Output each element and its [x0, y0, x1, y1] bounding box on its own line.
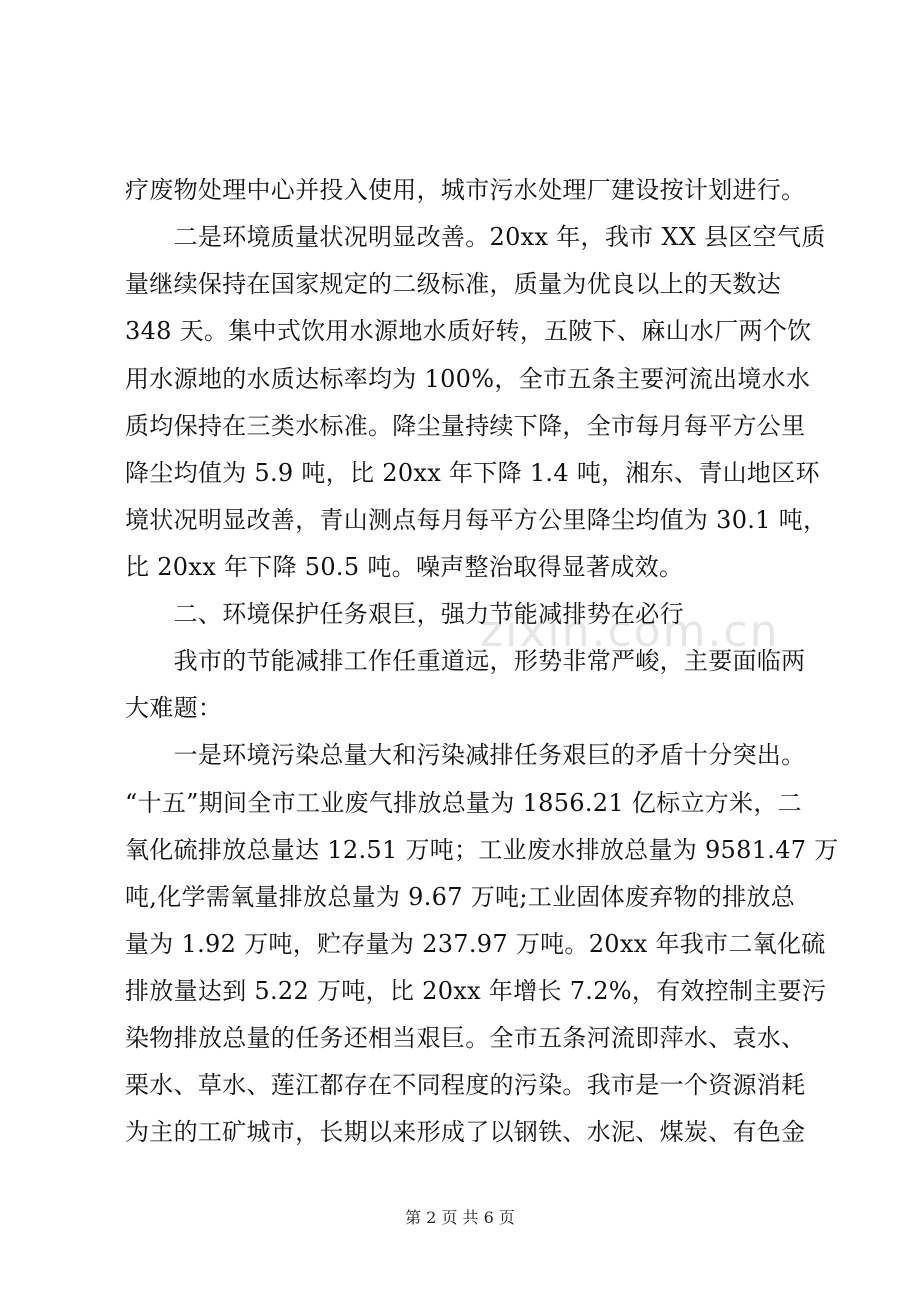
text-line: 一是环境污染总量大和污染减排任务艰巨的矛盾十分突出。 — [125, 741, 806, 769]
text-line: 比 20xx 年下降 50.5 吨。噪声整治取得显著成效。 — [125, 553, 684, 581]
text-line: 疗废物处理中心并投入使用，城市污水处理厂建设按计划进行。 — [125, 176, 806, 204]
text-line: 我市的节能减排工作任重道远，形势非常严峻，主要面临两 — [125, 647, 806, 675]
text-line: 栗水、草水、莲江都存在不同程度的污染。我市是一个资源消耗 — [125, 1071, 806, 1099]
text-line: 量继续保持在国家规定的二级标准，质量为优良以上的天数达 — [125, 270, 782, 298]
text-line: 为主的工矿城市，长期以来形成了以钢铁、水泥、煤炭、有色金 — [125, 1118, 806, 1146]
text-line: 降尘均值为 5.9 吨，比 20xx 年下降 1.4 吨，湘东、青山地区环 — [125, 459, 820, 487]
text-line: 348 天。集中式饮用水源地水质好转，五陂下、麻山水厂两个饮 — [125, 317, 812, 345]
text-line: 二是环境质量状况明显改善。20xx 年，我市 XX 县区空气质 — [125, 223, 826, 251]
watermark: zixin.com.cn — [480, 606, 780, 657]
page-footer: 第 2 页 共 6 页 — [405, 1208, 515, 1227]
text-line: 染物排放总量的任务还相当艰巨。全市五条河流即萍水、袁水、 — [125, 1024, 806, 1052]
text-line: “十五”期间全市工业废气排放总量为 1856.21 亿标立方米，二 — [125, 789, 802, 817]
text-line: 排放量达到 5.22 万吨，比 20xx 年增长 7.2%，有效控制主要污 — [125, 977, 827, 1005]
section-heading: 二、环境保护任务艰巨，强力节能减排势在必行 — [125, 600, 684, 628]
text-line: 质均保持在三类水标准。降尘量持续下降，全市每月每平方公里 — [125, 412, 806, 440]
text-line: 吨,化学需氧量排放总量为 9.67 万吨;工业固体废弃物的排放总 — [125, 883, 796, 911]
text-line: 境状况明显改善，青山测点每月每平方公里降尘均值为 30.1 吨， — [125, 506, 828, 534]
text-line: 用水源地的水质达标率均为 100%，全市五条主要河流出境水水 — [125, 365, 811, 393]
text-line: 大难题： — [125, 694, 223, 722]
text-line: 氧化硫排放总量达 12.51 万吨；工业废水排放总量为 9581.47 万 — [125, 836, 839, 864]
text-line: 量为 1.92 万吨，贮存量为 237.97 万吨。20xx 年我市二氧化硫 — [125, 930, 826, 958]
